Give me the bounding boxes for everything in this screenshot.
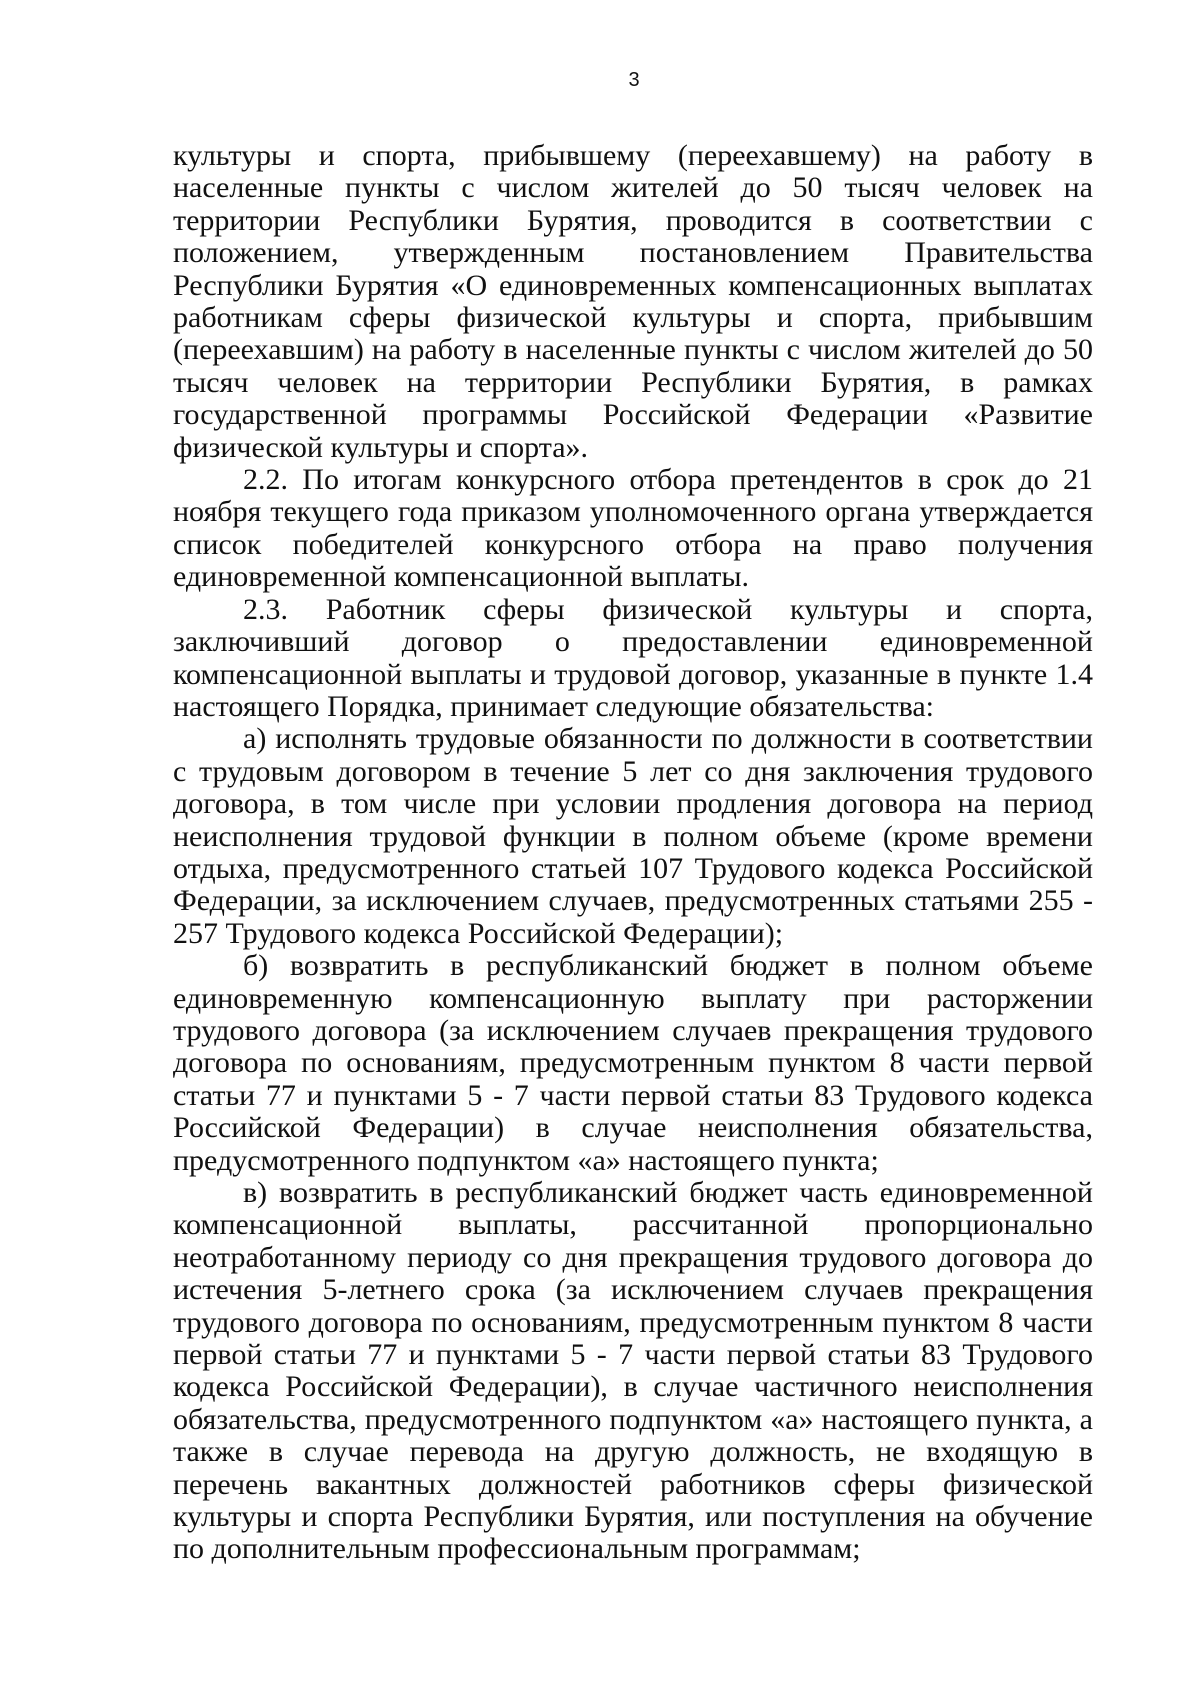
paragraph-2-3: 2.3. Работник сферы физической культуры и спорта, заключивший договор о предоставлении единовременной компенсационной выплаты и трудовой договор, указанные в пункте 1.4 настоящего Порядка, принимает следующие обязательства: — [173, 592, 1093, 723]
page-number: 3 — [628, 69, 640, 91]
paragraph-subitem-a: а) исполнять трудовые обязанности по должности в соответствии с трудовым договором в течение 5 лет со дня заключения трудового договора, в том числе при условии продления договора на период неисполнения трудовой функции в полном объеме (кроме времени отдыха, предусмотренного статьей 107 Трудового кодекса Российской Федерации, за исключением случаев, предусмотренных статьями 255 - 257 Трудового кодекса Российской Федерации); — [173, 722, 1093, 950]
paragraph-2-2: 2.2. По итогам конкурсного отбора претендентов в срок до 21 ноября текущего года приказом уполномоченного органа утверждается список победителей конкурсного отбора на право получения единовременной компенсационной выплаты. — [173, 463, 1093, 594]
document-body — [173, 140, 1093, 1566]
paragraph-continuation: культуры и спорта, прибывшему (переехавшему) на работу в населенные пункты с числом жителей до 50 тысяч человек на территории Республики Бурятия, проводится в соответствии с положением, утвержденным постановлением Правительства Республики Бурятия «О единовременных компенсационных выплатах работникам сферы физической культуры и спорта, прибывшим (переехавшим) на работу в населенные пункты с числом жителей до 50 тысяч человек на территории Республики Бурятия, в рамках государственной программы Российской Федерации «Развитие физической культуры и спорта». — [173, 139, 1093, 464]
paragraph-subitem-v: в) возвратить в республиканский бюджет часть единовременной компенсационной выплаты, рассчитанной пропорционально неотработанному периоду со дня прекращения трудового договора до истечения 5-летнего срока (за исключением случаев прекращения трудового договора по основаниям, предусмотренным пунктом 8 части первой статьи 77 и пунктами 5 - 7 части первой статьи 83 Трудового кодекса Российской Федерации), в случае частичного неисполнения обязательства, предусмотренного подпунктом «а» настоящего пункта, а также в случае перевода на другую должность, не входящую в перечень вакантных должностей работников сферы физической культуры и спорта Республики Бурятия, или поступления на обучение по дополнительным профессиональным программам; — [173, 1176, 1093, 1566]
paragraph-subitem-b: б) возвратить в республиканский бюджет в полном объеме единовременную компенсационную выплату при расторжении трудового договора (за исключением случаев прекращения трудового договора по основаниям, предусмотренным пунктом 8 части первой статьи 77 и пунктами 5 - 7 части первой статьи 83 Трудового кодекса Российской Федерации) в случае неисполнения обязательства, предусмотренного подпунктом «а» настоящего пункта; — [173, 949, 1093, 1177]
